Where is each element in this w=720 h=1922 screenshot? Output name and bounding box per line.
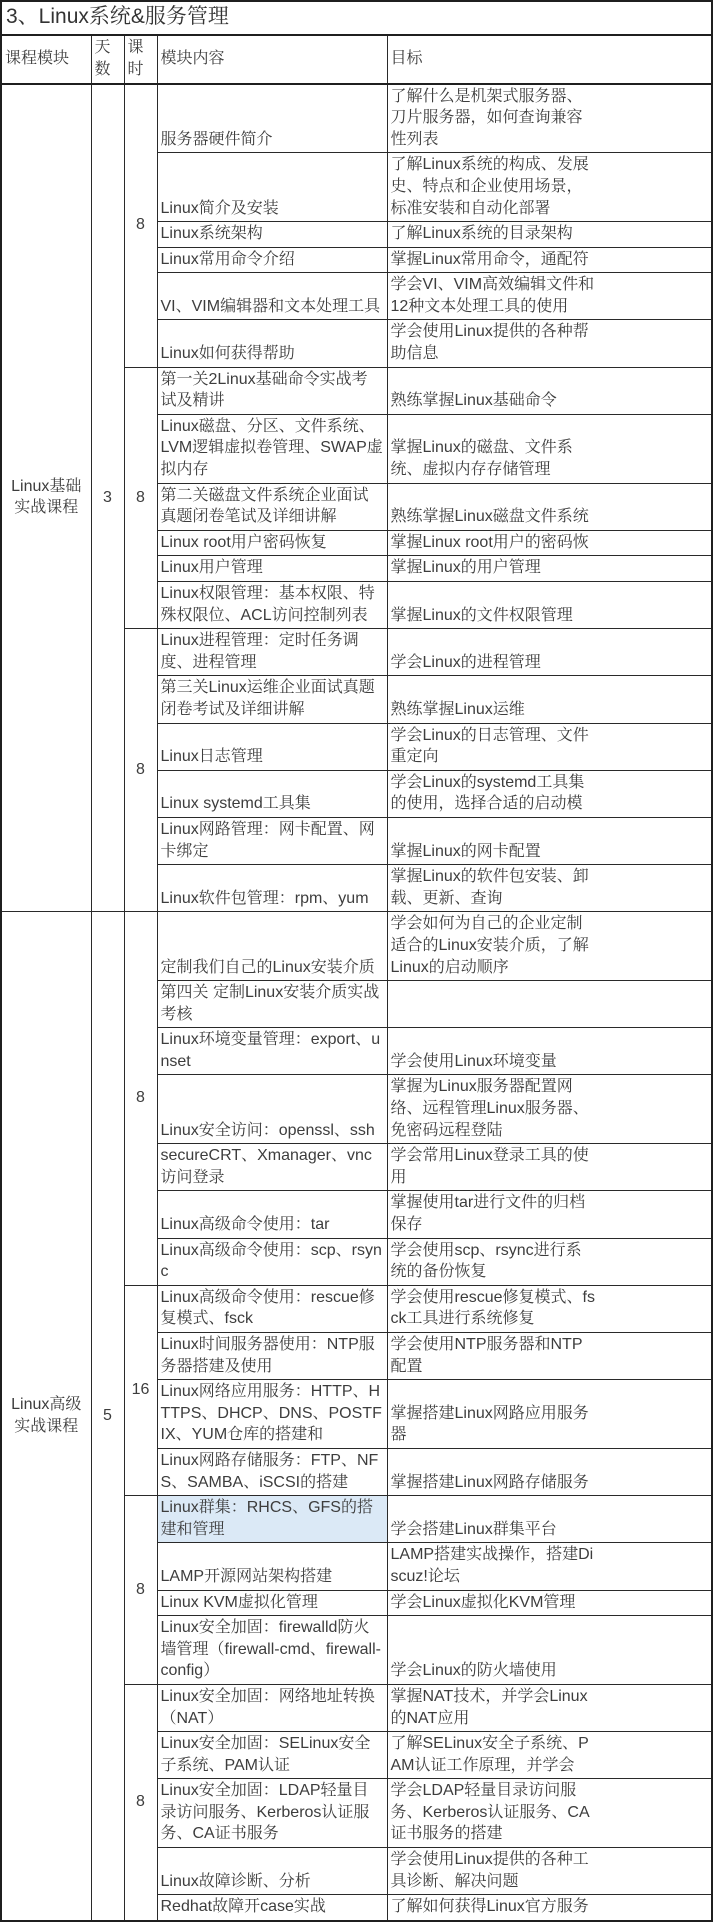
content-cell: Linux网络应用服务：HTTP、HTTPS、DHCP、DNS、POSTFIX、YUM仓库的搭建和	[157, 1380, 387, 1449]
hours-cell-0-2: 8	[124, 629, 157, 912]
content-cell: Linux简介及安装	[157, 153, 387, 222]
content-cell: Linux高级命令使用：tar	[157, 1191, 387, 1238]
content-cell: 第四关 定制Linux安装介质实战考核	[157, 981, 387, 1028]
goal-cell: 学会Linux的进程管理	[387, 629, 712, 676]
content-cell: Linux安全加固：网络地址转换（NAT）	[157, 1684, 387, 1731]
content-cell: LAMP开源网站架构搭建	[157, 1543, 387, 1590]
table-row	[1, 84, 712, 153]
goal-cell: 掌握为Linux服务器配置网络、远程管理Linux服务器、免密码远程登陆	[387, 1075, 712, 1144]
content-cell: Linux系统架构	[157, 222, 387, 248]
content-cell: Linux安全加固：SELinux安全子系统、PAM认证	[157, 1732, 387, 1779]
days-cell-0: 3	[91, 84, 124, 912]
goal-cell: 学会常用Linux登录工具的使用	[387, 1144, 712, 1191]
header-module-content: 模块内容	[157, 35, 387, 83]
content-cell: Redhat故障开case实战	[157, 1895, 387, 1921]
goal-cell: 学会LDAP轻量目录访问服务、Kerberos认证服务、CA证书服务的搭建	[387, 1779, 712, 1848]
hours-cell-1-2: 8	[124, 1496, 157, 1685]
content-cell: secureCRT、Xmanager、vnc访问登录	[157, 1144, 387, 1191]
selected-content-cell: Linux群集：RHCS、GFS的搭建和管理	[157, 1496, 387, 1543]
goal-cell: 学会使用scp、rsync进行系统的备份恢复	[387, 1238, 712, 1285]
page-title: 3、Linux系统&服务管理	[1, 1, 712, 35]
content-cell: Linux安全访问：openssl、ssh	[157, 1075, 387, 1144]
content-cell: Linux软件包管理：rpm、yum	[157, 865, 387, 912]
goal-cell: 了解Linux系统的目录架构	[387, 222, 712, 248]
hours-cell-1-3: 8	[124, 1684, 157, 1920]
goal-cell: 熟练掌握Linux磁盘文件系统	[387, 483, 712, 530]
header-course-module: 课程模块	[1, 35, 91, 83]
goal-cell: 学会使用Linux环境变量	[387, 1028, 712, 1075]
header-row	[1, 35, 712, 83]
header-days: 天数	[91, 35, 124, 83]
hours-cell-1-1: 16	[124, 1285, 157, 1495]
content-cell: Linux进程管理：定时任务调度、进程管理	[157, 629, 387, 676]
goal-cell: 学会VI、VIM高效编辑文件和12种文本处理工具的使用	[387, 273, 712, 320]
content-cell: Linux故障诊断、分析	[157, 1848, 387, 1895]
goal-cell: 学会Linux的防火墙使用	[387, 1616, 712, 1685]
goal-cell: 学会Linux的日志管理、文件重定向	[387, 723, 712, 770]
hours-cell-0-0: 8	[124, 84, 157, 368]
goal-cell: 掌握搭建Linux网路应用服务器	[387, 1380, 712, 1449]
goal-cell: 熟练掌握Linux运维	[387, 676, 712, 723]
hours-cell-0-1: 8	[124, 367, 157, 629]
goal-cell: 掌握Linux的磁盘、文件系统、虚拟内存存储管理	[387, 414, 712, 483]
content-cell: 第三关Linux运维企业面试真题闭卷考试及详细讲解	[157, 676, 387, 723]
module-cell-1: Linux高级实战课程	[1, 912, 91, 1921]
goal-cell: 学会Linux的systemd工具集的使用，选择合适的启动模	[387, 770, 712, 817]
content-cell: Linux用户管理	[157, 556, 387, 582]
content-cell: Linux常用命令介绍	[157, 247, 387, 273]
content-cell: Linux磁盘、分区、文件系统、LVM逻辑虚拟卷管理、SWAP虚拟内存	[157, 414, 387, 483]
title-row	[1, 1, 712, 35]
goal-cell: 了解什么是机架式服务器、刀片服务器，如何查询兼容性列表	[387, 84, 712, 153]
goal-cell: 掌握使用tar进行文件的归档保存	[387, 1191, 712, 1238]
content-cell: Linux日志管理	[157, 723, 387, 770]
content-cell: Linux高级命令使用：scp、rsync	[157, 1238, 387, 1285]
goal-cell: 了解SELinux安全子系统、PAM认证工作原理，并学会	[387, 1732, 712, 1779]
content-cell: Linux KVM虚拟化管理	[157, 1590, 387, 1616]
table-row	[1, 912, 712, 981]
content-cell: Linux网路存储服务：FTP、NFS、SAMBA、iSCSI的搭建	[157, 1448, 387, 1495]
goal-cell: 学会使用Linux提供的各种帮助信息	[387, 320, 712, 367]
goal-cell: 学会使用NTP服务器和NTP配置	[387, 1333, 712, 1380]
content-cell: Linux环境变量管理：export、unset	[157, 1028, 387, 1075]
goal-cell: 了解如何获得Linux官方服务	[387, 1895, 712, 1921]
hours-cell-1-0: 8	[124, 912, 157, 1286]
content-cell: Linux时间服务器使用：NTP服务器搭建及使用	[157, 1333, 387, 1380]
goal-cell: 学会如何为自己的企业定制适合的Linux安装介质，了解Linux的启动顺序	[387, 912, 712, 981]
goal-cell: 掌握Linux的软件包安装、卸载、更新、查询	[387, 865, 712, 912]
goal-cell: 掌握NAT技术，并学会Linux的NAT应用	[387, 1684, 712, 1731]
goal-cell: 学会使用Linux提供的各种工具诊断、解决问题	[387, 1848, 712, 1895]
goal-cell: LAMP搭建实战操作，搭建Discuz!论坛	[387, 1543, 712, 1590]
content-cell: Linux网路管理：网卡配置、网卡绑定	[157, 817, 387, 864]
goal-cell	[387, 981, 712, 1028]
goal-cell: 学会Linux虚拟化KVM管理	[387, 1590, 712, 1616]
goal-cell: 了解Linux系统的构成、发展史、特点和企业使用场景，标准安装和自动化部署	[387, 153, 712, 222]
content-cell: 定制我们自己的Linux安装介质	[157, 912, 387, 981]
days-cell-1: 5	[91, 912, 124, 1921]
goal-cell: 掌握Linux root用户的密码恢	[387, 530, 712, 556]
content-cell: Linux权限管理：基本权限、特殊权限位、ACL访问控制列表	[157, 582, 387, 629]
goal-cell: 掌握Linux的文件权限管理	[387, 582, 712, 629]
content-cell: 服务器硬件简介	[157, 84, 387, 153]
content-cell: Linux安全加固：LDAP轻量目录访问服务、Kerberos认证服务、CA证书服务	[157, 1779, 387, 1848]
goal-cell: 掌握Linux常用命令，通配符	[387, 247, 712, 273]
module-cell-0: Linux基础实战课程	[1, 84, 91, 912]
header-goal: 目标	[387, 35, 712, 83]
goal-cell: 学会搭建Linux群集平台	[387, 1496, 712, 1543]
goal-cell: 掌握Linux的用户管理	[387, 556, 712, 582]
goal-cell: 掌握搭建Linux网路存储服务	[387, 1448, 712, 1495]
content-cell: Linux如何获得帮助	[157, 320, 387, 367]
course-table-body	[1, 1, 712, 1921]
content-cell: Linux高级命令使用：rescue修复模式、fsck	[157, 1285, 387, 1332]
content-cell: Linux root用户密码恢复	[157, 530, 387, 556]
goal-cell: 学会使用rescue修复模式、fsck工具进行系统修复	[387, 1285, 712, 1332]
goal-cell: 掌握Linux的网卡配置	[387, 817, 712, 864]
content-cell: 第二关磁盘文件系统企业面试真题闭卷笔试及详细讲解	[157, 483, 387, 530]
header-hours: 课时	[124, 35, 157, 83]
content-cell: Linux安全加固：firewalld防火墙管理（firewall-cmd、firewall-config）	[157, 1616, 387, 1685]
goal-cell: 熟练掌握Linux基础命令	[387, 367, 712, 414]
content-cell: 第一关2Linux基础命令实战考试及精讲	[157, 367, 387, 414]
content-cell: VI、VIM编辑器和文本处理工具	[157, 273, 387, 320]
content-cell: Linux systemd工具集	[157, 770, 387, 817]
